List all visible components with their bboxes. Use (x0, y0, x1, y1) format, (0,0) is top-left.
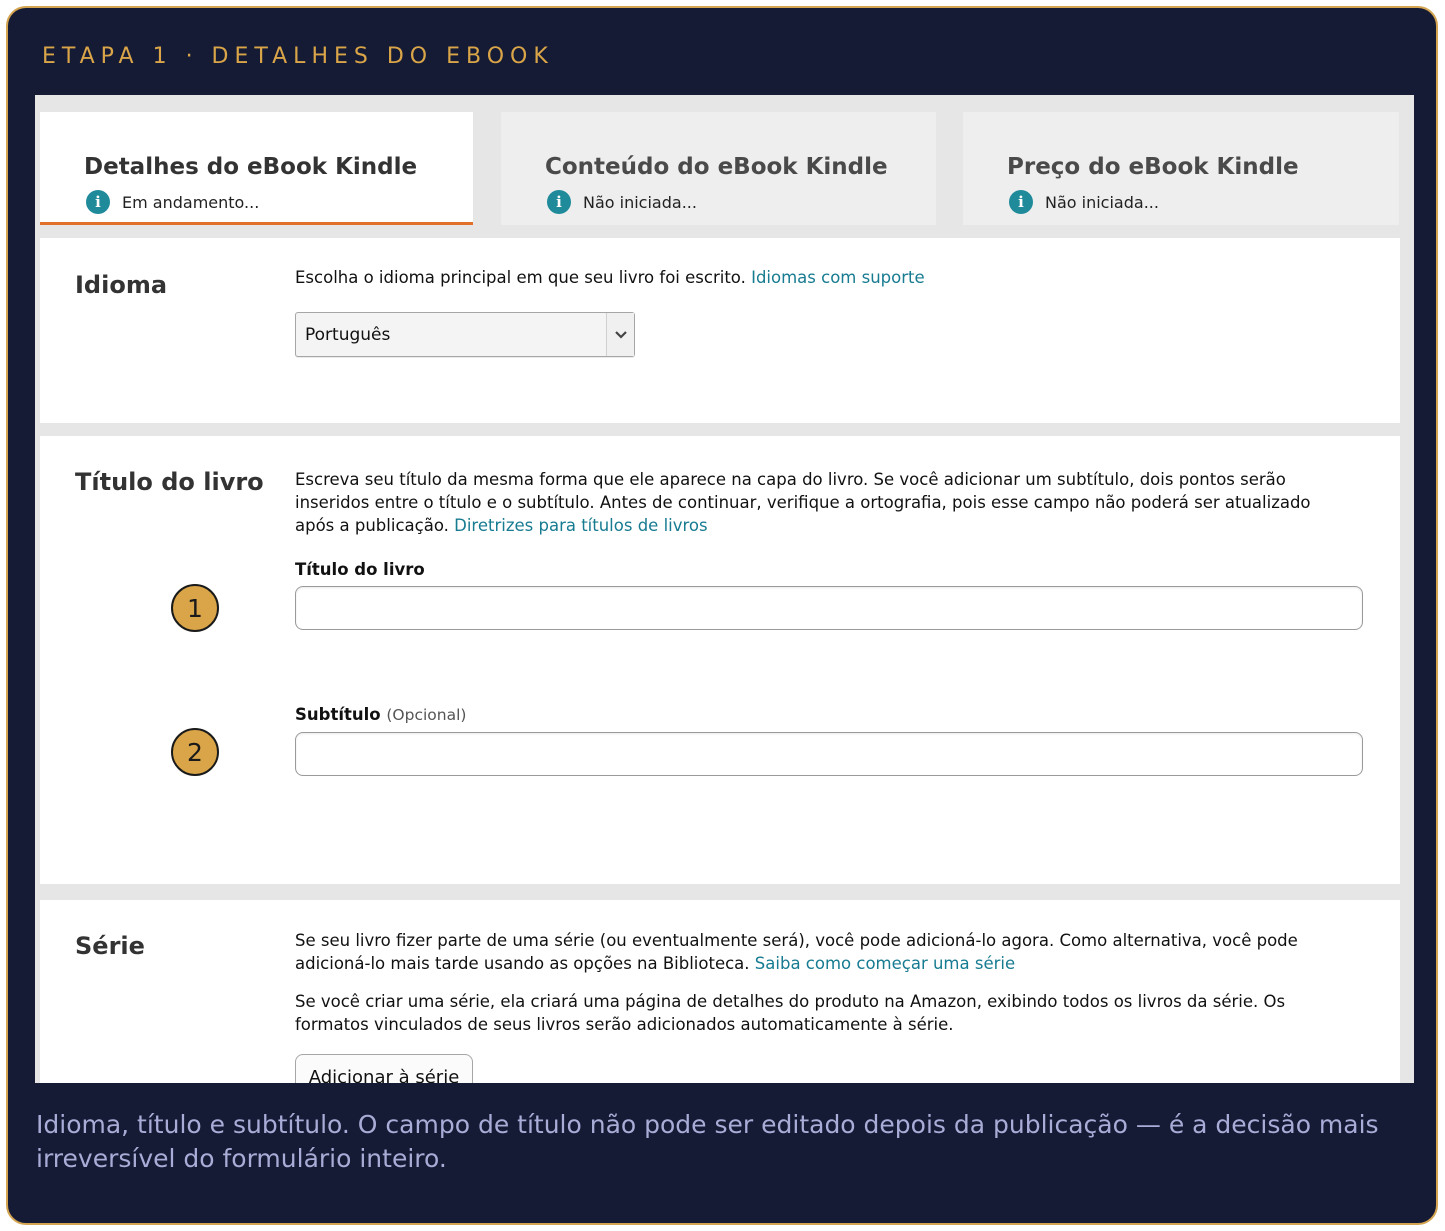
title-guidelines-link[interactable]: Diretrizes para títulos de livros (454, 516, 708, 535)
tab-ebook-pricing[interactable] (963, 112, 1399, 225)
tab-status-text: Em andamento... (122, 192, 260, 212)
optional-tag: (Opcional) (386, 706, 467, 724)
chevron-down-icon (606, 313, 634, 356)
step-badge-2: 2 (171, 728, 219, 776)
series-help-link[interactable]: Saiba como começar uma série (754, 954, 1016, 973)
tab-status (547, 190, 697, 214)
language-select[interactable] (295, 312, 635, 357)
title-heading: Título do livro (75, 468, 264, 496)
subtitle-label-text: Subtítulo (295, 705, 381, 724)
info-icon: i (547, 190, 571, 214)
tab-status (86, 190, 259, 214)
supported-languages-link[interactable]: Idiomas com suporte (751, 268, 925, 287)
series-description-text: Se seu livro fizer parte de uma série (ou eventualmente será), você pode adicioná-lo agora. Como alternativa, você pode adicioná-lo mais tarde usando as opções na Biblioteca. (295, 931, 1298, 973)
info-icon: i (1009, 190, 1033, 214)
series-section (40, 900, 1400, 1083)
kdp-form-screenshot (35, 95, 1414, 1083)
language-heading: Idioma (75, 271, 168, 299)
title-field-label: Título do livro (295, 560, 425, 579)
subtitle-input[interactable] (295, 732, 1363, 776)
tab-ebook-content[interactable] (501, 112, 936, 225)
series-description (295, 929, 1355, 975)
tab-title: Conteúdo do eBook Kindle (545, 154, 888, 180)
subtitle-field-label (295, 705, 466, 724)
active-tab-indicator (40, 222, 473, 225)
tab-title: Preço do eBook Kindle (1007, 154, 1299, 180)
language-select-value: Português (305, 325, 391, 345)
book-title-input[interactable] (295, 586, 1363, 630)
tab-status (1009, 190, 1159, 214)
caption: Idioma, título e subtítulo. O campo de título não pode ser editado depois da publicação — é a decisão mais irreversível do formulário inteiro. (36, 1110, 1379, 1173)
tab-title: Detalhes do eBook Kindle (84, 154, 418, 180)
tab-status-text: Não iniciada... (1045, 192, 1159, 212)
book-title-section (40, 436, 1400, 884)
step-label: ETAPA 1 · DETALHES DO EBOOK (42, 44, 554, 69)
step-badge-1: 1 (171, 584, 219, 632)
add-to-series-button[interactable]: Adicionar à série (295, 1054, 473, 1083)
language-description-text: Escolha o idioma principal em que seu livro foi escrito. (295, 268, 746, 287)
title-description-text: Escreva seu título da mesma forma que ele aparece na capa do livro. Se você adicionar um subtítulo, dois pontos serão inseridos entre o título e o subtítulo. Antes de continuar, verifique a ortografia, pois esse campo não poderá ser atualizado após a publicação. (295, 470, 1311, 535)
slide-frame (6, 6, 1438, 1225)
language-section (40, 238, 1400, 423)
series-heading: Série (75, 932, 145, 960)
tab-ebook-details[interactable] (40, 112, 473, 225)
series-description-2: Se você criar uma série, ela criará uma página de detalhes do produto na Amazon, exibindo todos os livros da série. Os formatos vinculados de seus livros serão adicionados automaticamente à série. (295, 992, 1286, 1034)
tab-status-text: Não iniciada... (583, 192, 697, 212)
title-description (295, 468, 1355, 537)
info-icon: i (86, 190, 110, 214)
language-description (295, 266, 1355, 289)
